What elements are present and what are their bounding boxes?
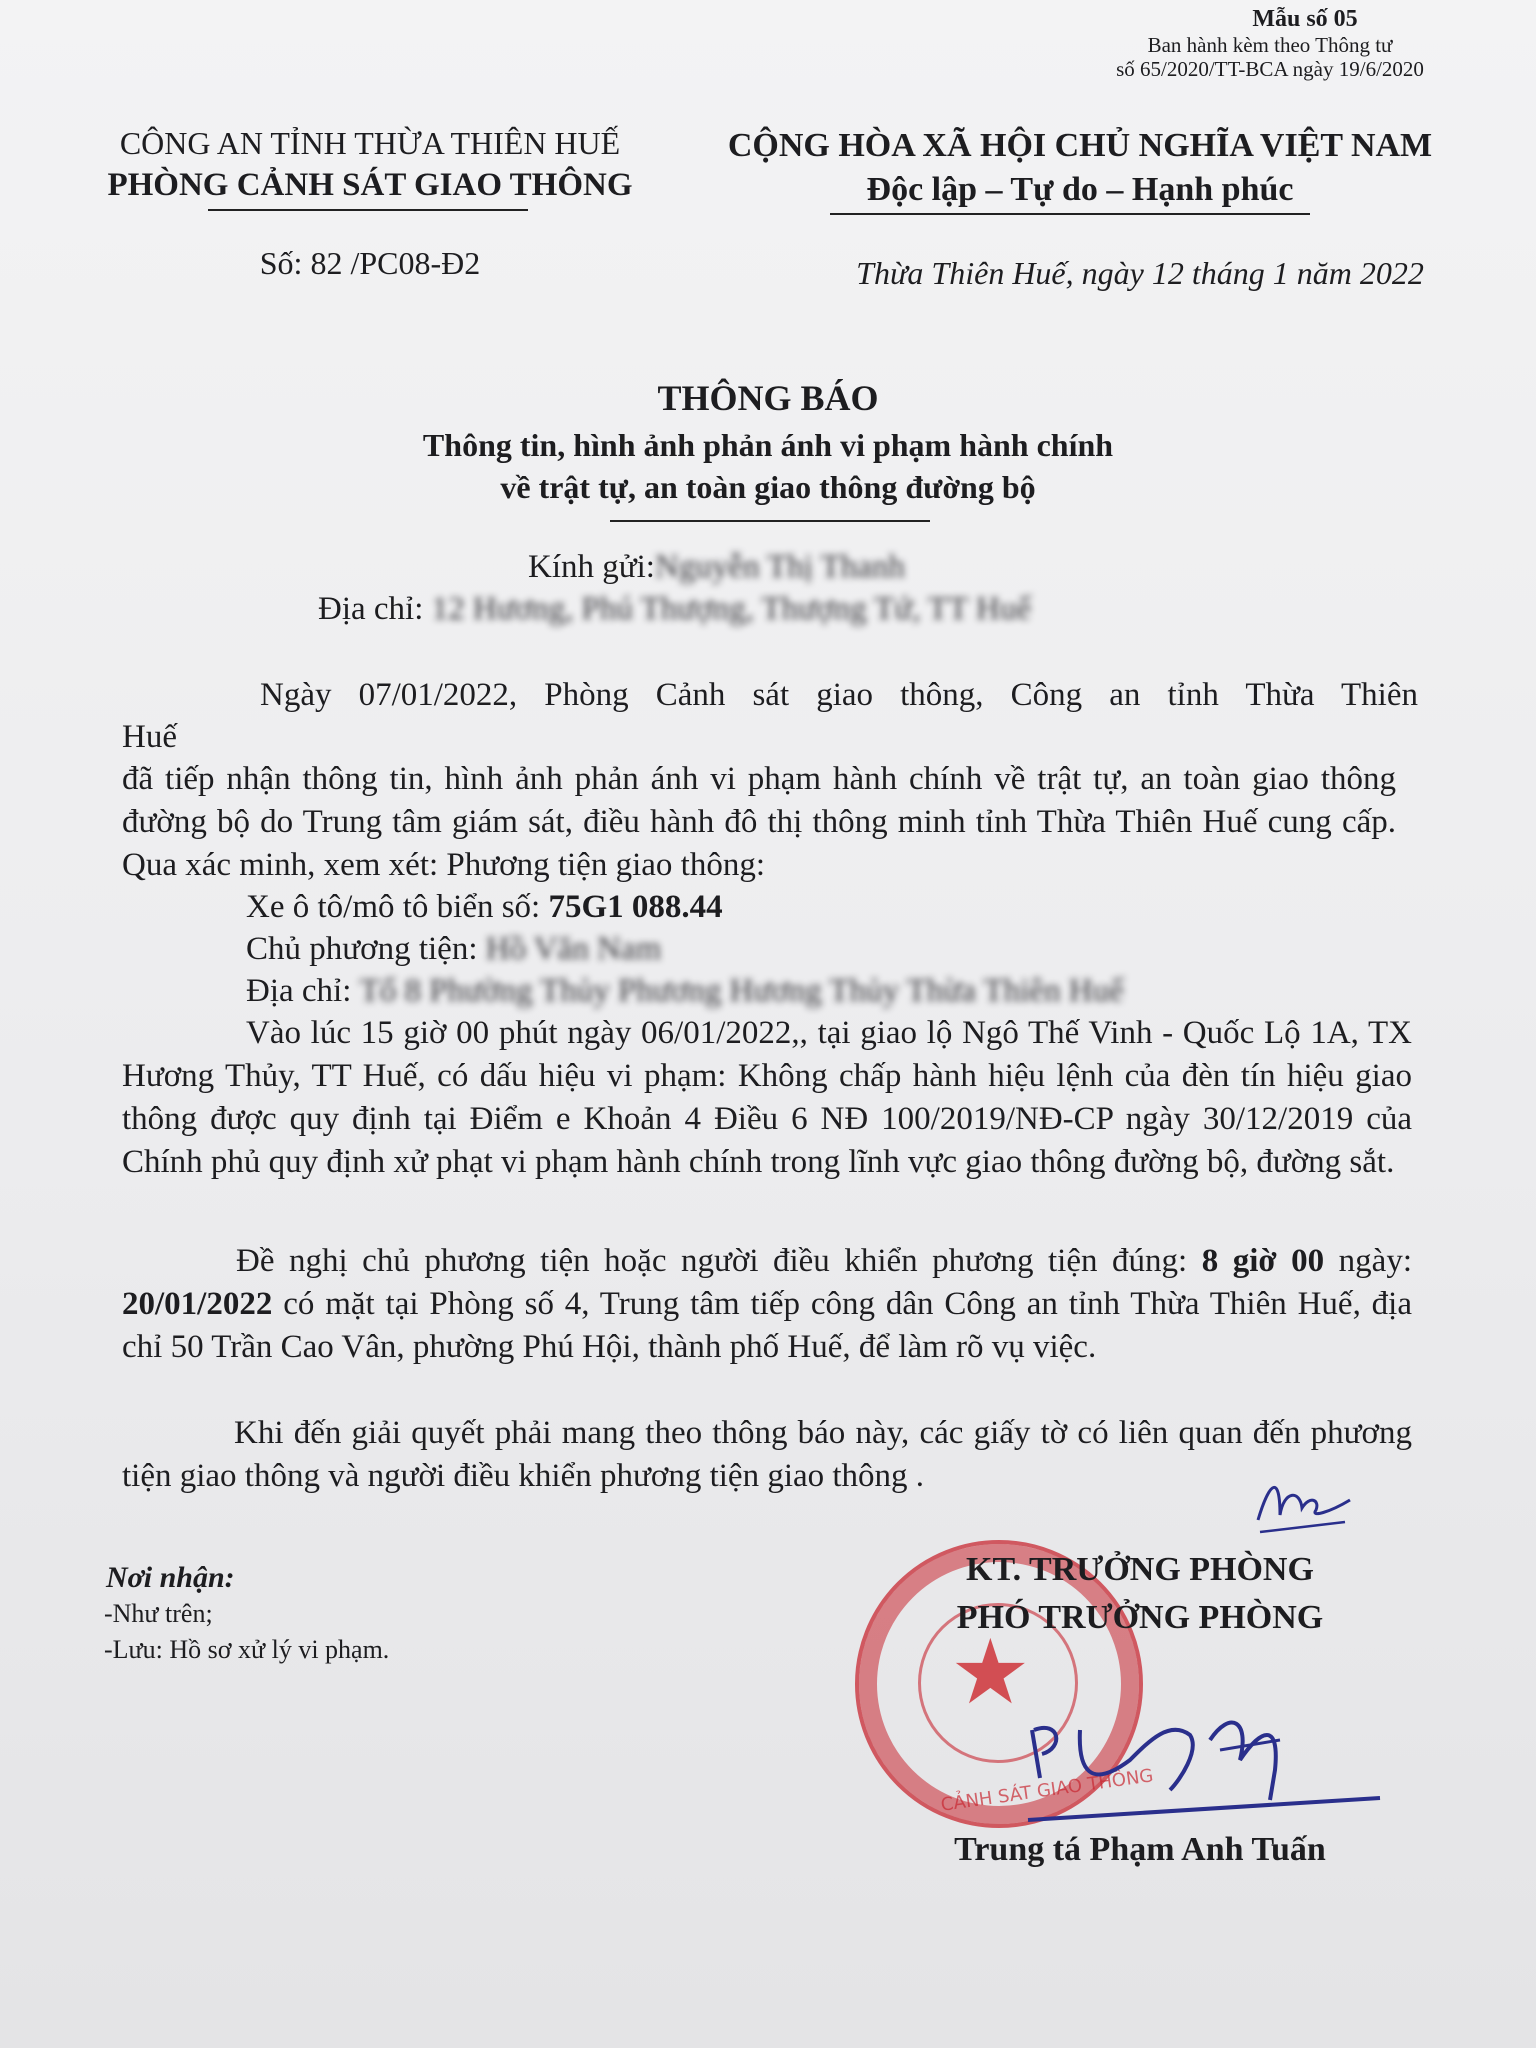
signer-name: Trung tá Phạm Anh Tuấn: [954, 1831, 1326, 1868]
recipient-name-redacted: Nguyễn Thị Thanh: [654, 549, 905, 585]
form-note-line2: số 65/2020/TT-BCA ngày 19/6/2020: [1116, 57, 1424, 81]
receivers-item-2: -Lưu: Hồ sơ xử lý vi phạm.: [104, 1635, 390, 1664]
title-underline: [610, 520, 930, 522]
vehicle-plate: 75G1 088.44: [548, 889, 723, 925]
document-subtitle-line1: Thông tin, hình ảnh phản ánh vi phạm hành chính: [422, 427, 1114, 463]
receivers-label: Nơi nhận:: [106, 1561, 235, 1594]
seal-star-icon: ★: [950, 1620, 1031, 1725]
owner-address-label: Địa chỉ:: [246, 973, 352, 1009]
motto-underline: [830, 213, 1310, 215]
summons-day-label: ngày:: [1338, 1243, 1412, 1279]
department-name: PHÒNG CẢNH SÁT GIAO THÔNG: [107, 167, 633, 203]
owner-line: [246, 928, 1346, 971]
nation-motto: Độc lập – Tự do – Hạnh phúc: [866, 171, 1294, 208]
signature-title-line2: PHÓ TRƯỞNG PHÒNG: [956, 1599, 1324, 1636]
paragraph-summons: [122, 1240, 1412, 1369]
seal-text: CẢNH SÁT GIAO THÔNG: [939, 1765, 1155, 1816]
vehicle-line: [246, 886, 1346, 929]
owner-address-redacted: Tổ 8 Phường Thủy Phương Hương Thủy Thừa Thiên Huế: [359, 973, 1124, 1009]
signature-title-line1: KT. TRƯỞNG PHÒNG: [966, 1551, 1314, 1588]
document-title: THÔNG BÁO: [657, 378, 879, 418]
vehicle-label: Xe ô tô/mô tô biển số:: [246, 889, 541, 925]
form-note-line1: Ban hành kèm theo Thông tư: [1147, 33, 1393, 57]
paragraph-instructions: Khi đến giải quyết phải mang theo thông báo này, các giấy tờ có liên quan đến phương tiện giao thông và người điều khiển phương tiện giao thông .: [122, 1415, 1412, 1494]
summons-date: 20/01/2022: [122, 1286, 273, 1322]
recipient-line: [528, 546, 1428, 589]
initial-mark: [1250, 1470, 1360, 1540]
nation-name: CỘNG HÒA XÃ HỘI CHỦ NGHĨA VIỆT NAM: [727, 127, 1433, 164]
owner-label: Chủ phương tiện:: [246, 931, 478, 967]
paragraph-intro-line1: Ngày 07/01/2022, Phòng Cảnh sát giao thông, Công an tỉnh Thừa Thiên: [260, 677, 1418, 713]
summons-request: Đề nghị chủ phương tiện hoặc người điều khiển phương tiện đúng:: [236, 1243, 1188, 1279]
recipient-address-redacted: 12 Hương, Phú Thượng, Thượng Tứ, TT Huế: [431, 591, 1032, 627]
summons-time: 8 giờ 00: [1201, 1243, 1325, 1279]
paragraph-violation: Vào lúc 15 giờ 00 phút ngày 06/01/2022,, tại giao lộ Ngô Thế Vinh - Quốc Lộ 1A, TX Hương Thủy, TT Huế, có dấu hiệu vi phạm: Không chấp hành hiệu lệnh của đèn tín hiệu giao thông được quy định tại Điểm e Khoản 4 Điều 6 NĐ 100/2019/NĐ-CP ngày 30/12/2019 của Chính phủ quy định xử phạt vi phạm hành chính trong lĩnh vực giao thông đường bộ, đường sắt.: [122, 1015, 1412, 1180]
document-date: Thừa Thiên Huế, ngày 12 tháng 1 năm 2022: [856, 255, 1424, 291]
owner-address-line: [246, 970, 1396, 1013]
document-subtitle-line2: về trật tự, an toàn giao thông đường bộ: [500, 469, 1036, 505]
recipient-address-line: [318, 588, 1418, 631]
owner-name-redacted: Hồ Văn Nam: [485, 931, 662, 967]
paragraph-intro-line2: Huế: [122, 719, 177, 755]
summons-location: có mặt tại Phòng số 4, Trung tâm tiếp công dân Công an tỉnh Thừa Thiên Huế, địa chỉ 50 Trần Cao Vân, phường Phú Hội, thành phố Huế, để làm rõ vụ việc.: [122, 1286, 1412, 1365]
handwritten-signature: [1020, 1690, 1440, 1840]
form-code: Mẫu số 05: [1252, 6, 1358, 32]
receivers-item-1: -Như trên;: [104, 1599, 213, 1628]
document-number: Số: 82 /PC08-Đ2: [259, 245, 481, 281]
agency-name: CÔNG AN TỈNH THỪA THIÊN HUẾ: [119, 125, 621, 161]
recipient-address-label: Địa chỉ:: [318, 591, 424, 627]
recipient-label: Kính gửi:: [528, 549, 655, 585]
paragraph-intro-rest: đã tiếp nhận thông tin, hình ảnh phản ánh vi phạm hành chính về trật tự, an toàn giao thông đường bộ do Trung tâm giám sát, điều hành đô thị thông minh tỉnh Thừa Thiên Huế cung cấp. Qua xác minh, xem xét: Phương tiện giao thông:: [122, 761, 1396, 883]
department-underline: [208, 209, 528, 211]
